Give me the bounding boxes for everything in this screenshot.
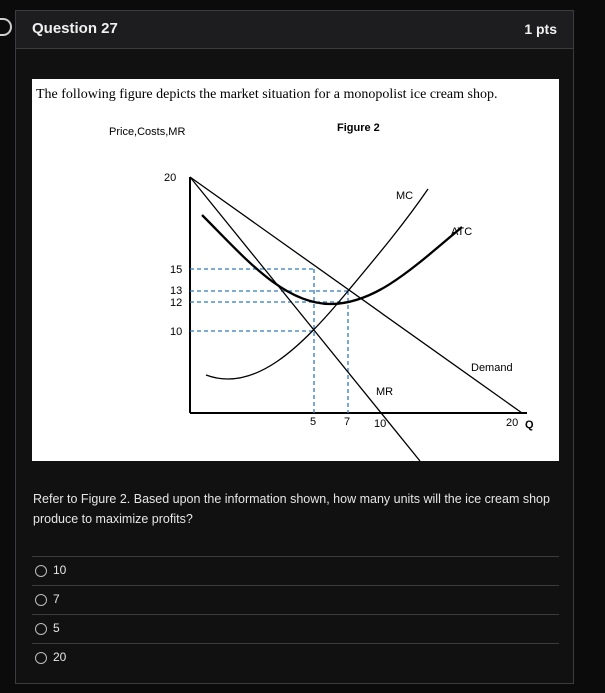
question-points: 1 pts [524, 21, 557, 37]
radio-button[interactable] [35, 594, 47, 606]
figure-intro-text: The following figure depicts the market situation for a monopolist ice cream shop. [36, 87, 498, 102]
answer-label: 5 [53, 621, 60, 635]
radio-button[interactable] [35, 565, 47, 577]
answer-option-7[interactable] [32, 585, 559, 614]
question-prompt: Refer to Figure 2. Based upon the information shown, how many units will the ice cream shop produce to maximize profits? [33, 492, 550, 526]
radio-button[interactable] [35, 623, 47, 635]
x-tick-10: 10 [374, 418, 387, 430]
x-tick-7: 7 [344, 416, 351, 428]
atc-label: ATC [451, 226, 473, 238]
answer-option-10[interactable] [32, 556, 559, 585]
mc-curve [206, 189, 428, 379]
x-tick-20: 20 [506, 417, 519, 429]
figure-2-chart [32, 79, 559, 461]
answer-list [32, 556, 559, 672]
answer-option-5[interactable] [32, 614, 559, 643]
question-title: Question 27 [32, 20, 118, 37]
answer-option-20[interactable] [32, 643, 559, 672]
y-tick-10: 10 [170, 326, 183, 338]
question-header [16, 11, 573, 49]
figure-title: Figure 2 [337, 122, 380, 134]
radio-button[interactable] [35, 652, 47, 664]
mc-label: MC [396, 190, 414, 202]
y-axis-label: Price,Costs,MR [109, 126, 186, 138]
answer-label: 20 [53, 650, 67, 664]
figure-panel [32, 79, 559, 461]
answer-label: 10 [53, 563, 67, 577]
y-tick-13: 13 [170, 285, 183, 297]
x-axis-label: Q [525, 419, 534, 431]
question-card [15, 10, 574, 684]
back-arrow-icon[interactable] [0, 18, 12, 36]
y-tick-12: 12 [170, 297, 183, 309]
mr-label: MR [376, 386, 394, 398]
y-tick-15: 15 [170, 264, 183, 276]
answer-label: 7 [53, 592, 60, 606]
x-tick-5: 5 [310, 416, 317, 428]
y-tick-20: 20 [164, 172, 177, 184]
demand-label: Demand [471, 362, 513, 374]
